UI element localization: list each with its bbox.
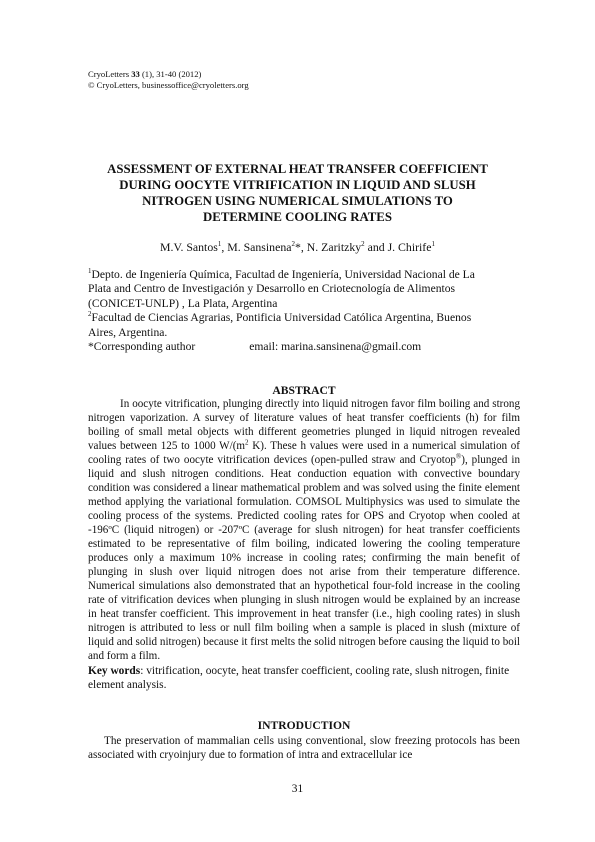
page-number: 31 <box>291 783 304 795</box>
author-name: , M. Sansinena <box>221 240 292 254</box>
journal-name: CryoLetters <box>88 69 132 79</box>
corresponding-marker: * <box>294 240 301 254</box>
journal-issue-pages: (1), 31-40 (2012) <box>139 69 202 79</box>
corresponding-author-line <box>88 340 518 354</box>
introduction-heading: INTRODUCTION <box>257 719 351 732</box>
title-line: DURING OOCYTE VITRIFICATION IN LIQUID AND SLUSH <box>119 178 476 192</box>
affiliation-text: Facultad de Ciencias Agrarias, Pontificia Universidad Católica Argentina, Buenos <box>91 311 472 325</box>
author-name: , N. Zaritzky <box>300 240 362 254</box>
affiliation-line: Plata and Centro de Investigación y Desarrollo en Criotecnología de Alimentos <box>88 282 456 296</box>
corresponding-email: email: marina.sansinena@gmail.com <box>249 340 422 354</box>
abstract-text: K). These h values were used in a numerical simulation of cooling rates of two oocyte vitrification devices (open-pulled straw and Cryotop <box>88 440 520 466</box>
author-name: M.V. Santos <box>160 240 218 254</box>
unit-exponent: 2 <box>245 438 249 447</box>
corresponding-author-label: *Corresponding author <box>88 340 196 354</box>
abstract-paragraph <box>88 397 520 663</box>
author-list <box>60 240 535 254</box>
affiliations <box>88 268 518 354</box>
journal-volume: 33 <box>131 69 140 79</box>
affiliation-marker: 2 <box>361 240 365 249</box>
introduction-body <box>88 734 520 762</box>
title-line: DETERMINE COOLING RATES <box>203 210 392 224</box>
affiliation-marker: 1 <box>88 267 92 276</box>
affiliation-marker: 1 <box>217 240 222 249</box>
affiliation-line: Aires, Argentina. <box>88 325 168 339</box>
affiliation-marker: 2 <box>291 240 295 249</box>
keywords-label: Key words <box>88 665 141 677</box>
author-name: and J. Chirife <box>364 240 432 254</box>
affiliation-text: Depto. de Ingeniería Química, Facultad de Ingeniería, Universidad Nacional de La <box>91 268 475 281</box>
journal-copyright: © CryoLetters, businessoffice@cryoletters.org <box>88 80 249 90</box>
journal-citation <box>88 69 249 80</box>
abstract-body <box>88 397 520 663</box>
abstract-heading: ABSTRACT <box>272 384 336 397</box>
affiliation-line <box>88 311 518 325</box>
journal-header <box>88 69 249 91</box>
keywords <box>88 664 520 692</box>
keywords-text: : vitrification, oocyte, heat transfer coefficient, cooling rate, slush nitrogen, finite element analysis. <box>88 665 510 691</box>
affiliation-marker: 2 <box>88 310 92 319</box>
affiliation-line <box>88 268 518 282</box>
title-line: NITROGEN USING NUMERICAL SIMULATIONS TO <box>142 194 453 208</box>
title-line: ASSESSMENT OF EXTERNAL HEAT TRANSFER COEFFICIENT <box>107 162 488 176</box>
affiliation-marker: 1 <box>431 240 435 249</box>
registered-mark: ® <box>455 452 462 461</box>
abstract-text: ), plunged in liquid and slush nitrogen conditions. Heat conduction equation with convective boundary condition was considered a linear mathematical problem and was solved using the finite element method applying the variational formulation. COMSOL Multiphysics was used to simulate the cooling process of the systems. Predicted cooling rates for OPS and Cryotop when cooled at -196ºC (liquid nitrogen) or -207ºC (average for slush nitrogen) for heat transfer coefficients estimated to be representative of film boiling, indicated lowering the cooling temperature produces only a maximum 10% increase in cooling rates; confirming the main benefit of plunging in slush over liquid nitrogen does not arise from their temperature difference. Numerical simulations also demonstrated that an hypothetical four-fold increase in the cooling rate of vitrification devices when plunging in slush nitrogen would be explained by an increase in heat transfer coefficient. This improvement in heat transfer (i.e., high cooling rates) in slush nitrogen is attributed to less or null film boiling when a sample is placed in slush (mixture of liquid and solid nitrogen) because it first melts the solid nitrogen before causing the liquid to boil and form a film. <box>88 454 520 662</box>
abstract-text: In oocyte vitrification, plunging directly into liquid nitrogen favor film boiling and strong nitrogen vaporization. A survey of literature values of heat transfer coefficients (h) for film boiling of small metal objects with different geometries plunged in liquid nitrogen revealed values between 125 to 1000 W/(m <box>88 398 520 452</box>
introduction-paragraph: The preservation of mammalian cells using conventional, slow freezing protocols has been associated with cryoinjury due to formation of intra and extracellular ice <box>88 735 520 761</box>
paper-title <box>80 161 515 225</box>
affiliation-line: (CONICET-UNLP) , La Plata, Argentina <box>88 296 278 310</box>
